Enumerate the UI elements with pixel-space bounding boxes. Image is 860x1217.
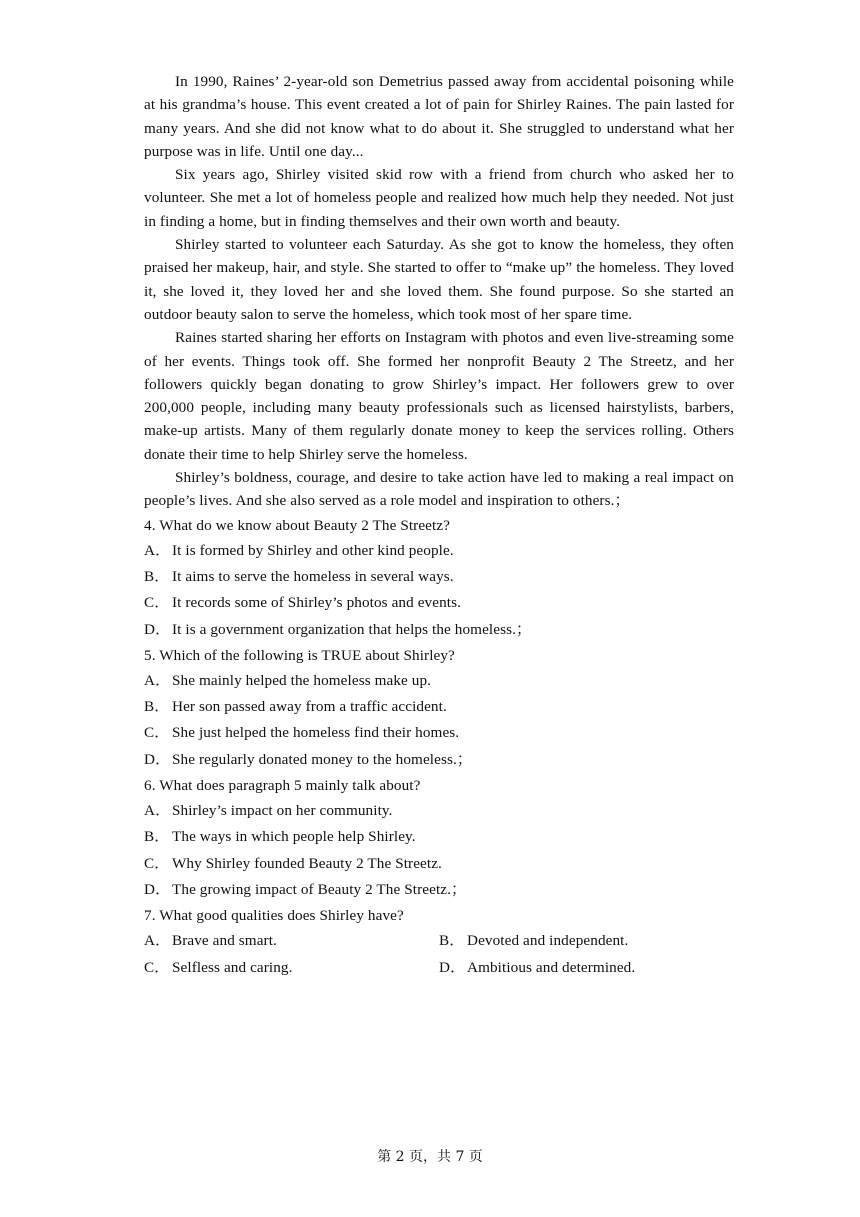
option-d: [144, 877, 734, 903]
option-letter: C．: [144, 594, 170, 612]
option-b: [144, 824, 734, 850]
option-row: [144, 928, 734, 954]
option-letter: A．: [144, 671, 171, 689]
question-stem: 6. What does paragraph 5 mainly talk about?: [144, 777, 421, 795]
option-text: The ways in which people help Shirley.: [172, 828, 416, 846]
option-letter: D．: [439, 958, 466, 976]
option-text: It is formed by Shirley and other kind people.: [172, 541, 454, 559]
option-letter: A．: [144, 541, 171, 559]
question-7: [144, 903, 734, 981]
option-d: [144, 747, 734, 773]
option-c: [144, 955, 439, 981]
reading-passage: [144, 70, 734, 513]
option-letter: B．: [439, 932, 465, 950]
option-letter: C．: [144, 724, 170, 742]
option-text: Why Shirley founded Beauty 2 The Streetz.: [172, 854, 442, 872]
page-number-footer: 第 2 页，共 7 页: [377, 1149, 483, 1165]
option-text: It records some of Shirley’s photos and events.: [172, 594, 461, 612]
passage-paragraph-5: Shirley’s boldness, courage, and desire to take action have led to making a real impact on people’s lives. And she also served as a role model and inspiration to others.；: [144, 469, 734, 510]
option-text: The growing impact of Beauty 2 The Streetz.；: [172, 880, 467, 898]
option-b: [439, 928, 734, 954]
option-letter: B．: [144, 828, 170, 846]
question-5: [144, 643, 734, 773]
question-6: [144, 773, 734, 903]
option-letter: B．: [144, 698, 170, 716]
option-text: It aims to serve the homeless in several ways.: [172, 567, 454, 585]
option-text: Ambitious and determined.: [467, 958, 636, 976]
option-a: [144, 538, 734, 564]
option-text: She mainly helped the homeless make up.: [172, 671, 432, 689]
option-letter: D．: [144, 880, 171, 898]
passage-paragraph-4: Raines started sharing her efforts on Instagram with photos and even live-streaming some of her events. Things took off. She formed her nonprofit Beauty 2 The Streetz, and her followers quickly began donating to grow Shirley’s impact. Her followers grew to over 200,000 people, including many beauty professionals such as licensed hairstylists, barbers, make-up artists. Many of them regularly donate money to keep the services rolling. Others donate their time to help Shirley serve the homeless.: [144, 329, 734, 463]
question-stem: 5. Which of the following is TRUE about Shirley?: [144, 646, 455, 664]
option-d: [439, 955, 734, 981]
option-c: [144, 851, 734, 877]
option-b: [144, 694, 734, 720]
passage-paragraph-3: Shirley started to volunteer each Saturday. As she got to know the homeless, they often praised her makeup, hair, and style. She started to offer to “make up” the homeless. They loved it, she loved it, they loved her and she loved them. She found purpose. So she started an outdoor beauty salon to serve the homeless, which took most of her spare time.: [144, 236, 734, 323]
option-d: [144, 617, 734, 643]
option-letter: D．: [144, 750, 171, 768]
option-row: [144, 955, 734, 981]
question-stem: 4. What do we know about Beauty 2 The Streetz?: [144, 516, 451, 534]
option-letter: A．: [144, 932, 171, 950]
option-letter: C．: [144, 854, 170, 872]
document-page: [144, 70, 734, 981]
option-text: Brave and smart.: [172, 932, 277, 950]
question-stem: 7. What good qualities does Shirley have?: [144, 907, 404, 925]
option-c: [144, 590, 734, 616]
option-a: [144, 668, 734, 694]
passage-paragraph-1: In 1990, Raines’ 2-year-old son Demetrius passed away from accidental poisoning while at his grandma’s house. This event created a lot of pain for Shirley Raines. The pain lasted for many years. And she did not know what to do about it. She struggled to understand what her purpose was in life. Until one day...: [144, 73, 734, 160]
option-text: She regularly donated money to the homeless.；: [172, 750, 473, 768]
option-text: Shirley’s impact on her community.: [172, 802, 393, 820]
option-text: It is a government organization that helps the homeless.；: [172, 620, 532, 638]
option-text: She just helped the homeless find their homes.: [172, 724, 460, 742]
question-4: [144, 513, 734, 643]
option-text: Devoted and independent.: [467, 932, 629, 950]
option-text: Selfless and caring.: [172, 958, 293, 976]
passage-paragraph-2: Six years ago, Shirley visited skid row with a friend from church who asked her to volunteer. She met a lot of homeless people and realized how much help they needed. Not just in finding a home, but in finding themselves and their own worth and beauty.: [144, 166, 734, 230]
option-letter: A．: [144, 802, 171, 820]
option-text: Her son passed away from a traffic accident.: [172, 698, 447, 716]
option-letter: B．: [144, 567, 170, 585]
option-c: [144, 720, 734, 746]
option-a: [144, 928, 439, 954]
option-letter: D．: [144, 620, 171, 638]
option-a: [144, 798, 734, 824]
option-b: [144, 564, 734, 590]
option-letter: C．: [144, 958, 170, 976]
